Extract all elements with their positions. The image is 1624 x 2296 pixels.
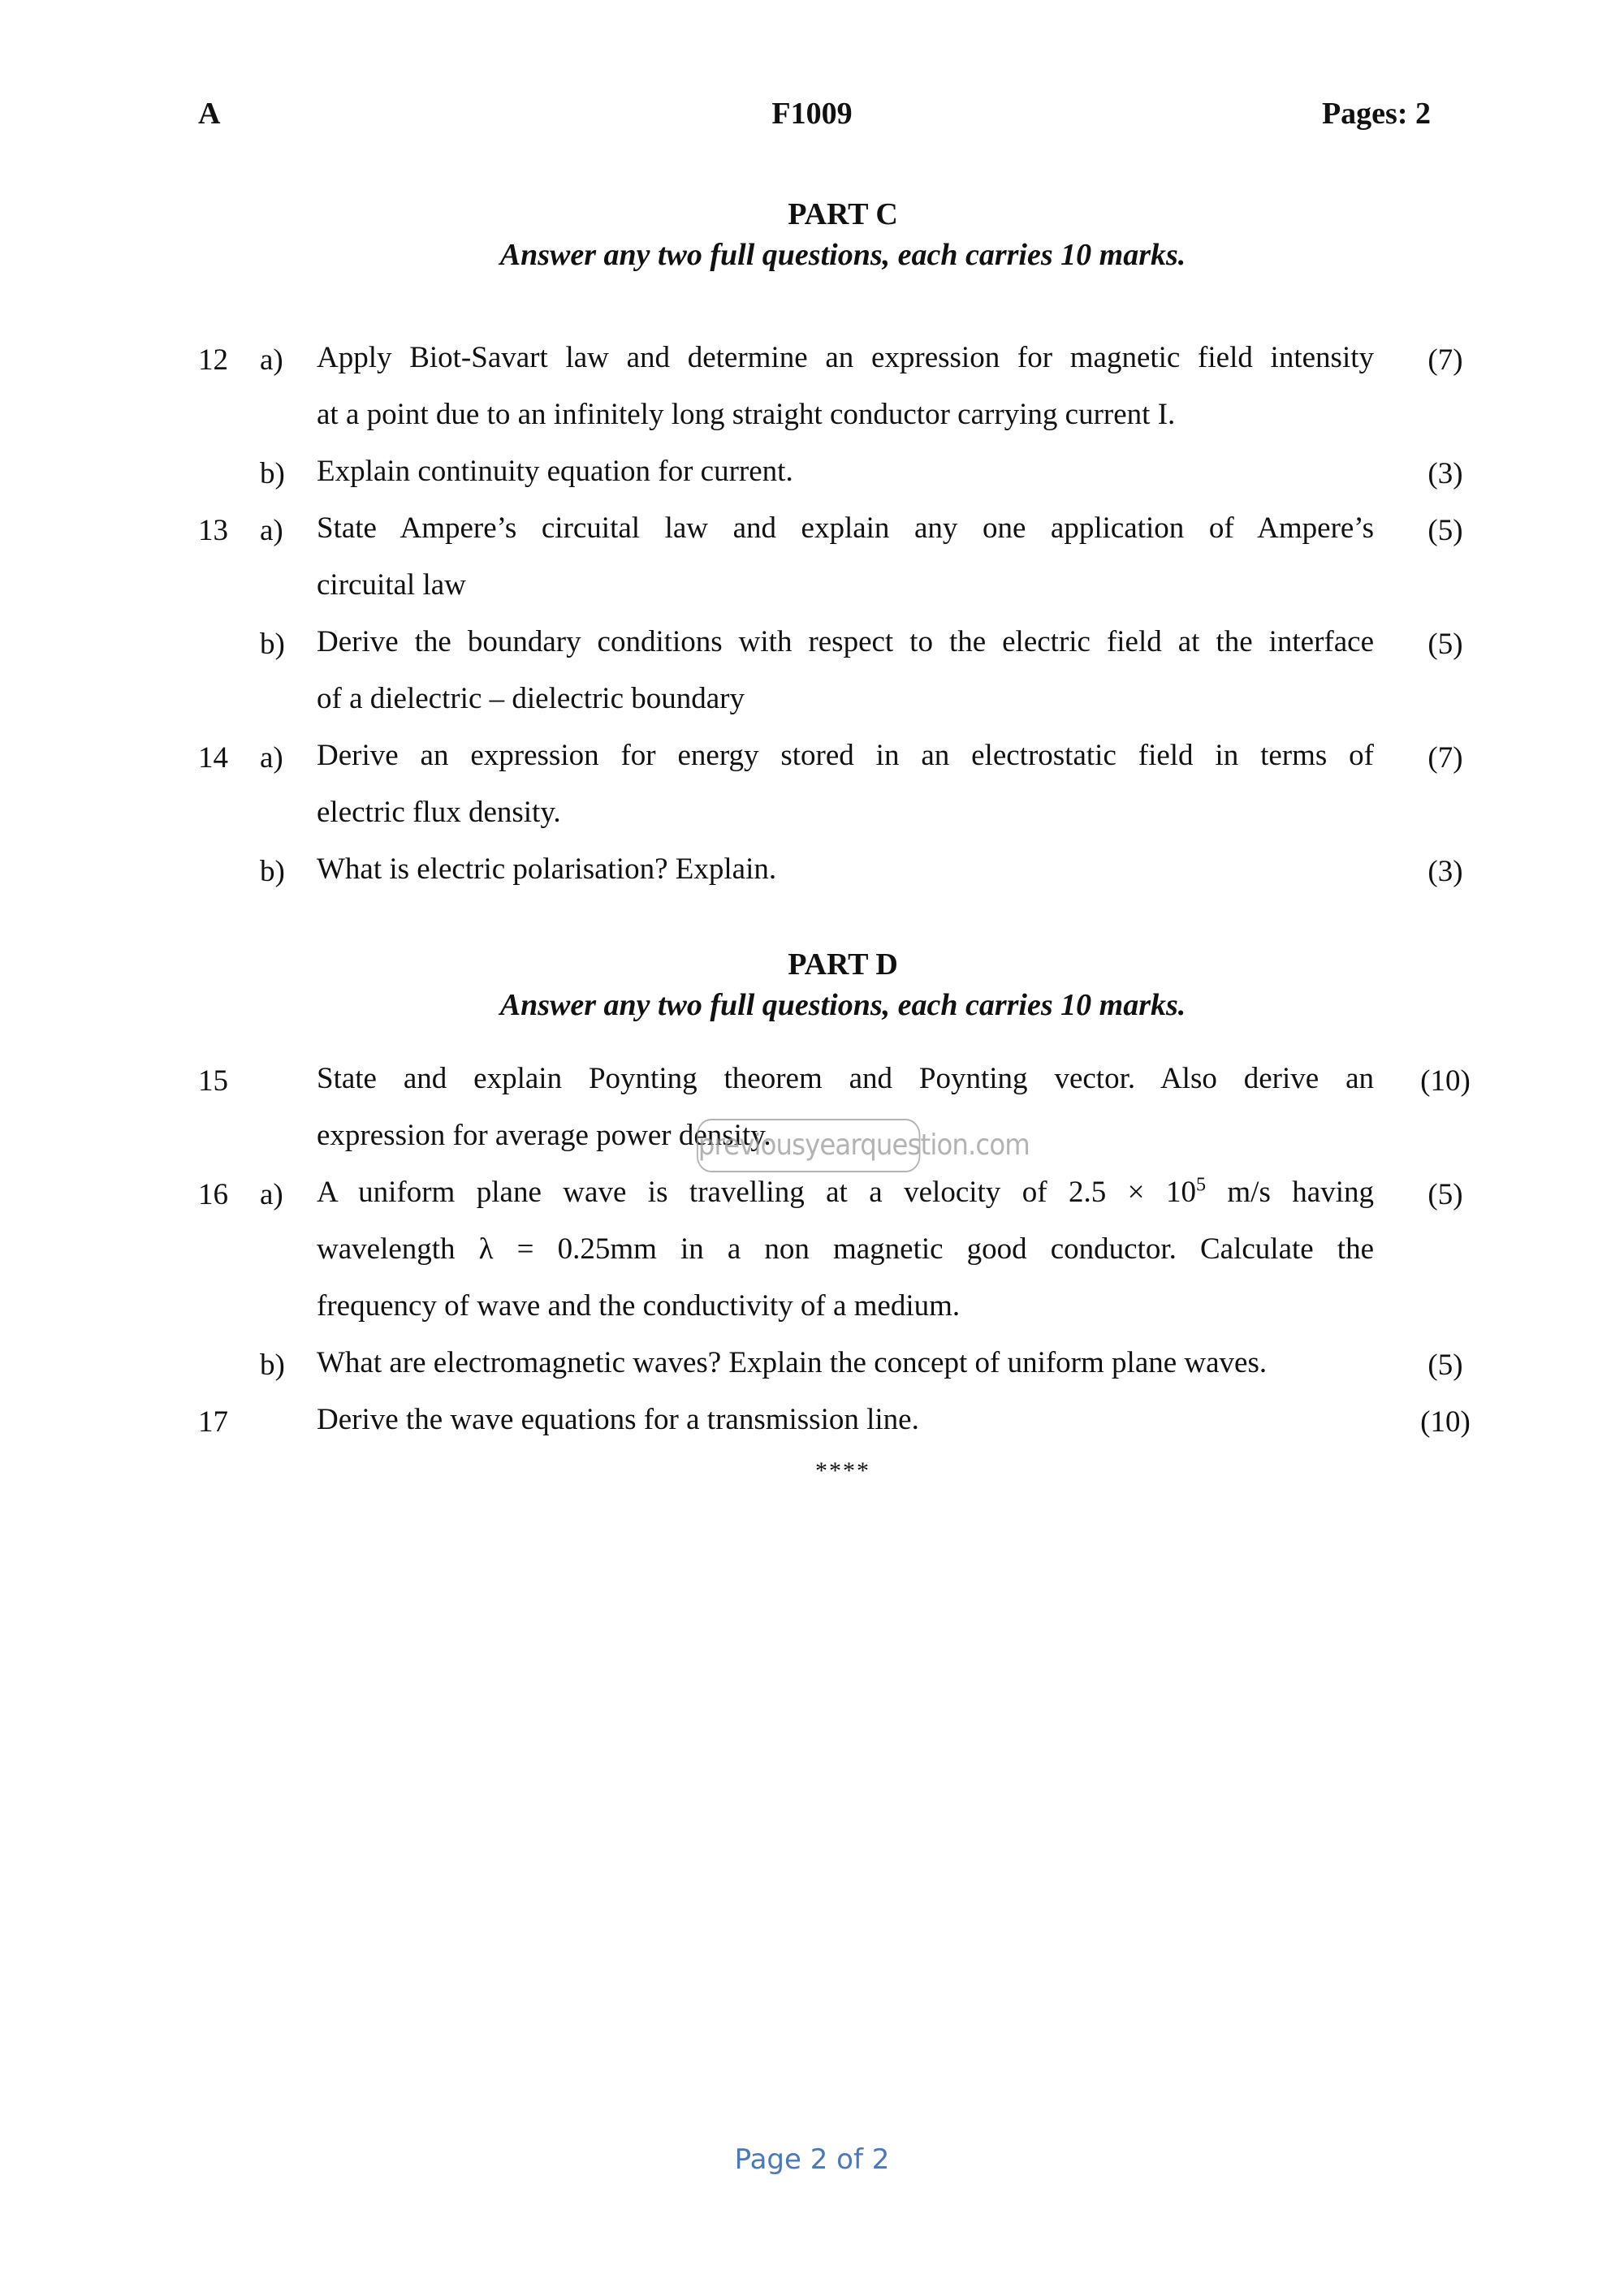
subpart-label: a) bbox=[260, 343, 283, 377]
end-marker: **** bbox=[815, 1457, 870, 1484]
question-text: wavelength λ = 0.25mm in a non magnetic good conductor. Calculate the bbox=[317, 1232, 1374, 1266]
text-segment: A uniform plane wave is travelling at a velocity of 2.5 × 10 bbox=[317, 1176, 1196, 1209]
question-text: Derive the wave equations for a transmission line. bbox=[317, 1403, 919, 1436]
question-number: 17 bbox=[198, 1405, 228, 1439]
question-text: What is electric polarisation? Explain. bbox=[317, 852, 777, 886]
watermark-stamp: previousyearquestion.com bbox=[697, 1119, 920, 1172]
question-number: 13 bbox=[198, 514, 228, 547]
marks: (7) bbox=[1427, 741, 1463, 775]
marks: (3) bbox=[1427, 457, 1463, 490]
text-segment: m/s having bbox=[1205, 1176, 1374, 1209]
subpart-label: a) bbox=[260, 514, 283, 547]
part-d-instruction: Answer any two full questions, each carries 10 marks. bbox=[499, 988, 1186, 1022]
question-text: frequency of wave and the conductivity of a medium. bbox=[317, 1289, 961, 1323]
marks: (3) bbox=[1427, 855, 1463, 888]
question-text bbox=[317, 1174, 1374, 1209]
question-text: Explain continuity equation for current. bbox=[317, 455, 793, 488]
question-number: 16 bbox=[198, 1178, 228, 1211]
subpart-label: a) bbox=[260, 741, 283, 775]
question-text: expression for average power density. bbox=[317, 1119, 771, 1152]
subpart-label: a) bbox=[260, 1178, 283, 1211]
exponent: 5 bbox=[1195, 1174, 1206, 1196]
question-text: What are electromagnetic waves? Explain the concept of uniform plane waves. bbox=[317, 1346, 1268, 1379]
question-number: 12 bbox=[198, 343, 228, 377]
subpart-label: b) bbox=[260, 855, 285, 888]
subpart-label: b) bbox=[260, 628, 285, 661]
series-letter: A bbox=[198, 97, 221, 131]
part-d-title: PART D bbox=[788, 947, 898, 982]
marks: (5) bbox=[1427, 514, 1463, 547]
question-text: State and explain Poynting theorem and Poynting vector. Also derive an bbox=[317, 1062, 1374, 1095]
marks: (5) bbox=[1427, 1178, 1463, 1211]
part-c-title: PART C bbox=[788, 197, 898, 231]
question-text: Derive an expression for energy stored in an electrostatic field in terms of bbox=[317, 739, 1374, 772]
exam-code: F1009 bbox=[771, 97, 853, 131]
question-text: Derive the boundary conditions with respect to the electric field at the interface bbox=[317, 625, 1374, 658]
question-number: 14 bbox=[198, 741, 228, 775]
marks: (10) bbox=[1420, 1064, 1471, 1098]
question-text: of a dielectric – dielectric boundary bbox=[317, 682, 745, 715]
marks: (7) bbox=[1427, 343, 1463, 377]
marks: (5) bbox=[1427, 1349, 1463, 1382]
question-text: at a point due to an infinitely long straight conductor carrying current I. bbox=[317, 398, 1176, 431]
question-text: State Ampere’s circuital law and explain any one application of Ampere’s bbox=[317, 511, 1374, 545]
part-c-instruction: Answer any two full questions, each carries 10 marks. bbox=[499, 238, 1186, 272]
page-count: Pages: 2 bbox=[1321, 97, 1431, 131]
subpart-label: b) bbox=[260, 1349, 285, 1382]
marks: (10) bbox=[1420, 1405, 1471, 1439]
question-text: electric flux density. bbox=[317, 796, 561, 829]
question-text: Apply Biot-Savart law and determine an expression for magnetic field intensity bbox=[317, 341, 1374, 374]
page-footer: Page 2 of 2 bbox=[734, 2143, 890, 2176]
marks: (5) bbox=[1427, 628, 1463, 661]
subpart-label: b) bbox=[260, 457, 285, 490]
question-number: 15 bbox=[198, 1064, 228, 1098]
question-text: circuital law bbox=[317, 568, 466, 602]
